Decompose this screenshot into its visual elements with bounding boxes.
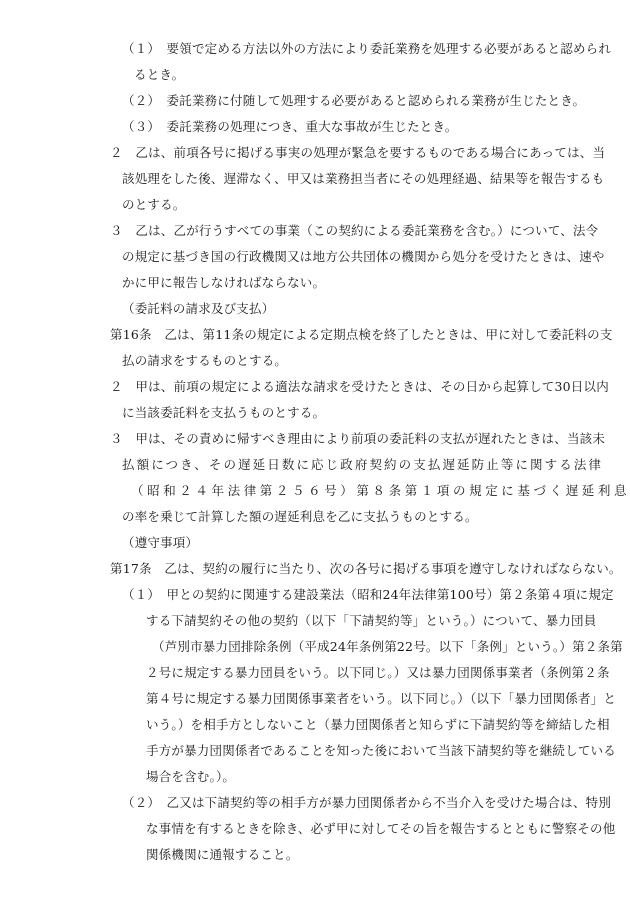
- article-16-para-3-line-4: の率を乗じて計算した額の遅延利息を乙に支払うものとする。: [122, 509, 478, 524]
- para-2-line-2: 該処理をした後、遅滞なく、甲又は業務担当者にその処理経過、結果等を報告するも: [122, 171, 605, 186]
- article-16-para-2-line-2: に当該委託料を支払うものとする。: [122, 405, 326, 420]
- para-2-line-1: ２ 乙は、前項各号に掲げる事実の処理が緊急を要するものである場合にあっては、当: [110, 145, 606, 160]
- article-16-line-2: 払の請求をするものとする。: [122, 353, 288, 368]
- article-17-item-1-line-7: 手方が暴力団関係者であることを知った後において当該下請契約等を継続している: [146, 743, 616, 758]
- heading-compliance: （遵守事項）: [122, 535, 199, 550]
- article-16-para-3-line-3: （昭和２４年法律第２５６号）第８条第１項の規定に基づく遅延利息: [131, 483, 630, 498]
- article-17-item-1-line-5: 第４号に規定する暴力団関係事業者をいう。以下同じ。）（以下「暴力団関係者」と: [146, 691, 617, 706]
- article-17-item-2-line-1: （２） 乙又は下請契約等の相手方が暴力団関係者から不当介入を受けた場合は、特別: [122, 795, 612, 810]
- item-1-line-1: （１） 要領で定める方法以外の方法により委託業務を処理する必要があると認められ: [122, 41, 612, 56]
- article-17-item-1-line-1: （１） 甲との契約に関連する建設業法（昭和24年法律第100号）第２条第４項に規定: [122, 587, 614, 602]
- article-16-para-3-line-1: ３ 甲は、その責めに帰すべき理由により前項の委託料の支払が遅れたときは、当該未: [110, 431, 606, 446]
- article-16-line-1: 第16条 乙は、第11条の規定による定期点検を終了したときは、甲に対して委託料の支: [110, 327, 613, 342]
- article-17-item-2-line-2: な事情を有するときを除き、必ず甲に対してその旨を報告するとともに警察その他: [146, 821, 616, 836]
- article-17-item-1-line-2: する下請契約その他の契約（以下「下請契約等」という。）について、暴力団員: [146, 613, 597, 628]
- article-17-line-1: 第17条 乙は、契約の履行に当たり、次の各号に掲げる事項を遵守しなければならない。: [110, 561, 622, 576]
- para-2-line-3: のとする。: [122, 197, 186, 212]
- para-3-line-2: の規定に基づき国の行政機関又は地方公共団体の機関から処分を受けたときは、速や: [122, 249, 605, 264]
- para-3-line-1: ３ 乙は、乙が行うすべての事業（この契約による委託業務を含む。）について、法令: [110, 223, 599, 238]
- article-16-para-3-line-2: 払額につき、その遅延日数に応じ政府契約の支払遅延防止等に関する法律: [122, 457, 604, 472]
- heading-commission: （委託料の請求及び支払）: [122, 301, 275, 316]
- article-17-item-1-line-4: ２号に規定する暴力団員をいう。以下同じ。）又は暴力団関係事業者（条例第２条: [146, 665, 610, 680]
- item-3-line: （３） 委託業務の処理につき、重大な事故が生じたとき。: [122, 119, 458, 134]
- para-3-line-3: かに甲に報告しなければならない。: [122, 275, 326, 290]
- article-16-para-2-line-1: ２ 甲は、前項の規定による適法な請求を受けたときは、その日から起算して30日以内: [110, 379, 609, 394]
- article-17-item-1-line-8: 場合を含む。）。: [146, 769, 236, 784]
- item-1-line-2: るとき。: [134, 67, 185, 82]
- item-2-line: （２） 委託業務に付随して処理する必要があると認められる業務が生じたとき。: [122, 93, 586, 108]
- article-17-item-1-line-6: いう。）を相手方としないこと（暴力団関係者と知らずに下請契約等を締結した相: [146, 717, 610, 732]
- article-17-item-1-line-3: （芦別市暴力団排除条例（平成24年条例第22号。以下「条例」という。）第２条第: [152, 639, 623, 654]
- article-17-item-2-line-3: 関係機関に通報すること。: [146, 847, 299, 862]
